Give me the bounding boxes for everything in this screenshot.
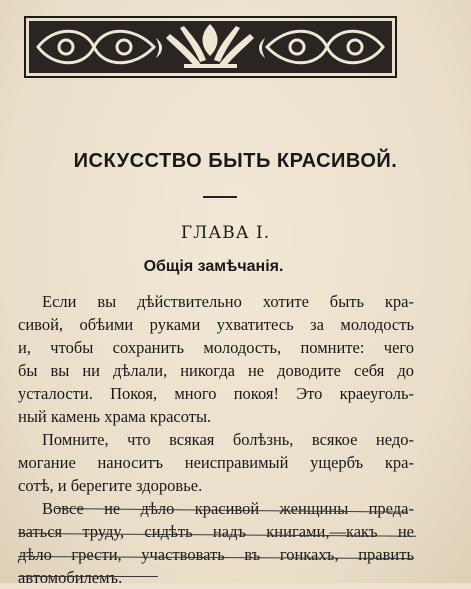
paragraph <box>18 290 414 428</box>
text-line: Помните, что всякая болѣзнь, всякое недо- <box>42 430 414 449</box>
text-line: сивой, обѣими руками ухватитесь за молодость <box>18 315 414 334</box>
pencil-underline <box>18 576 158 577</box>
body-text <box>18 290 414 589</box>
section-heading: Общія замѣчанія. <box>143 258 284 275</box>
text-line: и, чтобы сохранить молодость, помните: чего <box>18 338 414 357</box>
text-line: ный камень храма красоты. <box>18 407 212 426</box>
text-line: сотѣ, и берегите здоровье. <box>18 476 203 495</box>
text-line: могание наноситъ неисправимый ущербъ кра- <box>18 453 414 472</box>
text-line: дѣло грести, участвовать въ гонкахъ, править <box>18 545 414 564</box>
paragraph <box>18 428 414 497</box>
text-line: ваться труду, сидѣть надъ книгами,—какъ не <box>18 522 414 541</box>
text-line: автомобилемъ. <box>18 568 123 587</box>
text-line: бы вы ни дѣлали, никогда не доводите себя до <box>18 361 414 380</box>
page-title: ИСКУССТВО БЫТЬ КРАСИВОЙ. <box>73 150 398 172</box>
chapter-heading: ГЛАВА I. <box>180 223 271 243</box>
title-divider <box>203 196 237 198</box>
text-line: усталости. Покоя, много покоя! Это краеуголь- <box>18 384 414 403</box>
art-nouveau-ornament-icon <box>24 16 397 78</box>
text-line: Вовсе не дѣло красивой женщины преда- <box>42 499 414 518</box>
text-line: Если вы дѣйствительно хотите быть кра- <box>42 292 414 311</box>
